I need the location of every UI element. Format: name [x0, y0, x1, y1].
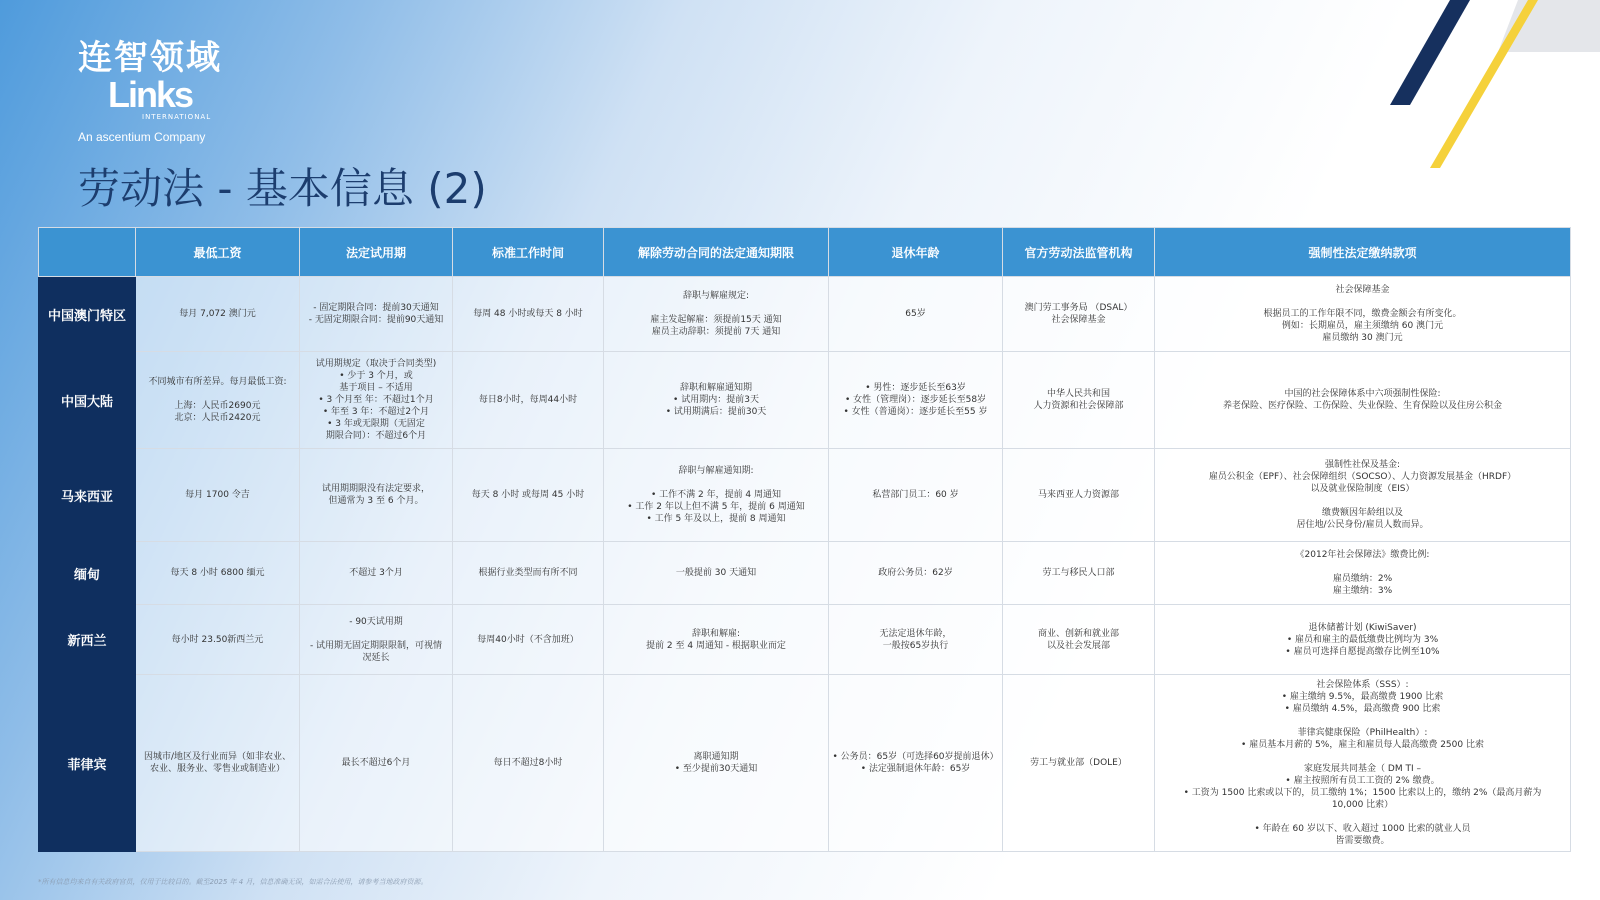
table-cell: 中国的社会保障体系中六项强制性保险: 养老保险、医疗保险、工伤保险、失业保险、生育保险以及住房公积金: [1155, 352, 1571, 449]
column-header: 官方劳动法监管机构: [1003, 228, 1155, 277]
table-cell: 澳门劳工事务局 （DSAL） 社会保障基金: [1003, 277, 1155, 352]
table-cell: 每日8小时，每周44小时: [453, 352, 604, 449]
table-cell: 每周 48 小时或每天 8 小时: [453, 277, 604, 352]
table-cell: 辞职和解雇: 提前 2 至 4 周通知 - 根据职业而定: [604, 605, 829, 675]
row-header-region: 中国澳门特区: [39, 277, 136, 352]
corner-cell: [39, 228, 136, 277]
labor-law-table: [38, 227, 1571, 852]
table-cell: 劳工与移民人口部: [1003, 542, 1155, 605]
column-header: 法定试用期: [300, 228, 453, 277]
table-cell: 不同城市有所差异。每月最低工资: 上海：人民币2690元 北京：人民币2420元: [136, 352, 300, 449]
table-cell: 退休储蓄计划 (KiwiSaver) • 雇员和雇主的最低缴费比例均为 3% • 雇员可选择自愿提高缴存比例至10%: [1155, 605, 1571, 675]
table-row: [39, 605, 1571, 675]
table-cell: 每月 1700 令吉: [136, 449, 300, 542]
row-header-region: 菲律宾: [39, 675, 136, 852]
navy-stripe: [1390, 0, 1470, 105]
table-cell: 离职通知期 • 至少提前30天通知: [604, 675, 829, 852]
table-row: [39, 352, 1571, 449]
row-header-region: 中国大陆: [39, 352, 136, 449]
column-header: 标准工作时间: [453, 228, 604, 277]
footnote: *所有信息均来自有关政府官员，仅用于比较目的。截至2025 年 4 月，信息准确无误，如需合法使用，请参考当地政府资源。: [38, 878, 428, 886]
table-cell: 商业、创新和就业部 以及社会发展部: [1003, 605, 1155, 675]
table-cell: 辞职与解雇规定: 雇主发起解雇：须提前15天 通知 雇员主动辞职：须提前 7天 通知: [604, 277, 829, 352]
table-cell: - 固定期限合同：提前30天通知 - 无固定期限合同：提前90天通知: [300, 277, 453, 352]
table-cell: 每周40小时（不含加班）: [453, 605, 604, 675]
row-header-region: 新西兰: [39, 605, 136, 675]
table-cell: • 男性：逐步延长至63岁 • 女性（管理岗）：逐步延长至58岁 • 女性（普通岗）：逐步延长至55 岁: [829, 352, 1003, 449]
column-header: 最低工资: [136, 228, 300, 277]
table-cell: 每小时 23.50新西兰元: [136, 605, 300, 675]
column-header: 强制性法定缴纳款项: [1155, 228, 1571, 277]
table-cell: 社会保险体系（SSS）: • 雇主缴纳 9.5%，最高缴费 1900 比索 • 雇员缴纳 4.5%，最高缴费 900 比索 菲律宾健康保险（PhilHealth）: • 雇员基本月薪的 5%，雇主和雇员每人最高缴费 2500 比索 家庭发展共同基金（ DM TI – • 雇主按照所有员工工资的 2% 缴费。 • 工资为 1500 比索或以下的，员工缴纳 1%；1500 比索以上的，缴纳 2%（最高月薪为 10,000 比索） • 年龄在 60 岁以下、收入超过 1000 比索的就业人员 皆需要缴费。: [1155, 675, 1571, 852]
table-cell: 中华人民共和国 人力资源和社会保障部: [1003, 352, 1155, 449]
table-cell: 马来西亚人力资源部: [1003, 449, 1155, 542]
table-cell: 试用期期限没有法定要求， 但通常为 3 至 6 个月。: [300, 449, 453, 542]
table-cell: 试用期规定（取决于合同类型) • 少于 3 个月，或 基于项目 – 不适用 • 3 个月至 年：不超过1个月 • 年至 3 年：不超过2个月 • 3 年或无限期（无固定 期限合同）：不超过6个月: [300, 352, 453, 449]
column-header: 退休年龄: [829, 228, 1003, 277]
page-title: 劳动法 - 基本信息 (2): [78, 164, 487, 213]
table-cell: 65岁: [829, 277, 1003, 352]
column-header: 解除劳动合同的法定通知期限: [604, 228, 829, 277]
table-row: [39, 277, 1571, 352]
table-cell: 每天 8 小时 6800 缅元: [136, 542, 300, 605]
table-cell: 社会保障基金 根据员工的工作年限不同，缴费金额会有所变化。 例如：长期雇员，雇主须缴纳 60 澳门元 雇员缴纳 30 澳门元: [1155, 277, 1571, 352]
table-cell: 无法定退休年龄， 一般按65岁执行: [829, 605, 1003, 675]
logo-english-name: Links: [108, 74, 193, 115]
table-cell: - 90天试用期 - 试用期无固定期限限制，可视情 况延长: [300, 605, 453, 675]
table-cell: 因城市/地区及行业而异（如非农业、 农业、服务业、零售业或制造业）: [136, 675, 300, 852]
table-cell: 强制性社保及基金: 雇员公积金（EPF）、社会保障组织（SOCSO）、人力资源发展基金（HRDF） 以及就业保险制度（EIS） 缴费额因年龄组以及 居住地/公民身份/雇员人数而异。: [1155, 449, 1571, 542]
table-cell: 政府公务员：62岁: [829, 542, 1003, 605]
table-header-row: [39, 228, 1571, 277]
table-cell: 辞职和解雇通知期 • 试用期内：提前3天 • 试用期满后：提前30天: [604, 352, 829, 449]
table-cell: 根据行业类型而有所不同: [453, 542, 604, 605]
logo-chinese-name: 连智领域: [78, 38, 222, 78]
table-cell: 每天 8 小时 或每周 45 小时: [453, 449, 604, 542]
table-cell: 每月 7,072 澳门元: [136, 277, 300, 352]
table-cell: 劳工与就业部（DOLE）: [1003, 675, 1155, 852]
row-header-region: 缅甸: [39, 542, 136, 605]
table-cell: • 公务员：65岁（可选择60岁提前退休） • 法定强制退休年龄：65岁: [829, 675, 1003, 852]
table-row: [39, 675, 1571, 852]
table-row: [39, 449, 1571, 542]
table-cell: 一般提前 30 天通知: [604, 542, 829, 605]
company-logo: [78, 38, 222, 144]
table-row: [39, 542, 1571, 605]
logo-tagline: An ascentium Company: [78, 130, 206, 144]
row-header-region: 马来西亚: [39, 449, 136, 542]
table-cell: 最长不超过6个月: [300, 675, 453, 852]
table-cell: 每日不超过8小时: [453, 675, 604, 852]
table-cell: 《2012年社会保障法》缴费比例: 雇员缴纳：2% 雇主缴纳：3%: [1155, 542, 1571, 605]
table-cell: 不超过 3个月: [300, 542, 453, 605]
table-cell: 私营部门员工：60 岁: [829, 449, 1003, 542]
table-cell: 辞职与解雇通知期: • 工作不满 2 年，提前 4 周通知 • 工作 2 年以上但不满 5 年，提前 6 周通知 • 工作 5 年及以上，提前 8 周通知: [604, 449, 829, 542]
logo-subtitle: INTERNATIONAL: [142, 113, 212, 121]
